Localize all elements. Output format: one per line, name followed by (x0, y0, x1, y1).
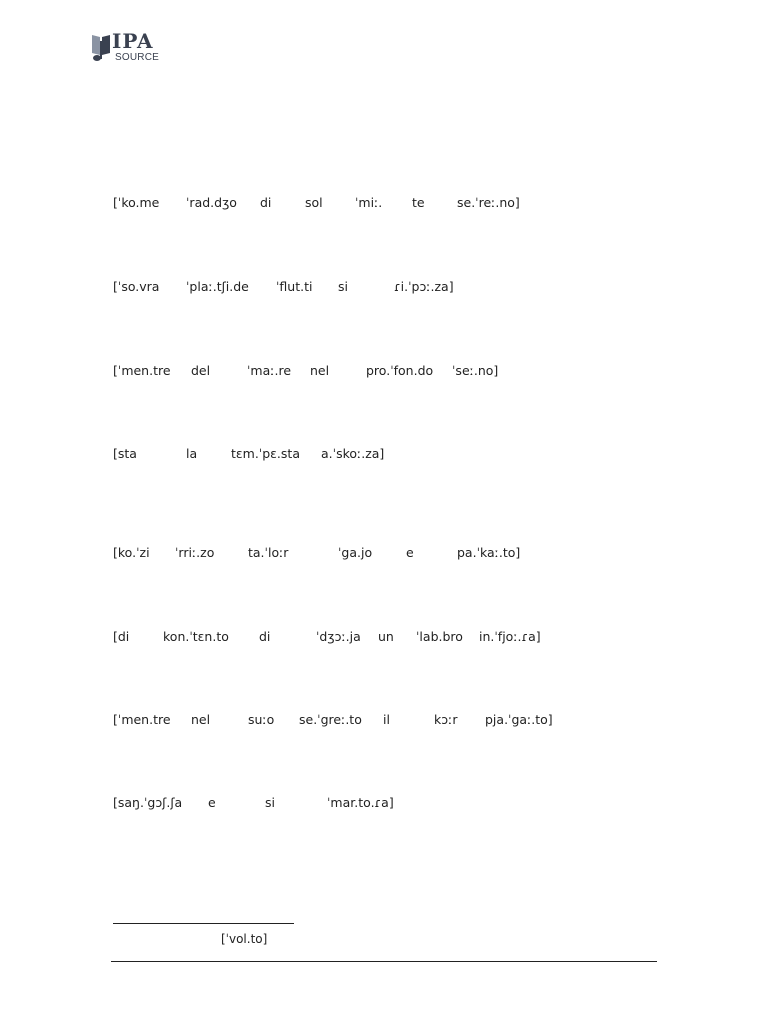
music-note-book-icon (90, 33, 112, 63)
ipa-word: [saŋ.ˈgɔʃ.ʃa (113, 795, 183, 810)
ipa-word: nel (310, 363, 330, 378)
ipa-word: si (338, 279, 348, 294)
ipa-word: di (259, 629, 271, 644)
ipa-word: ˈrriː.zo (175, 545, 215, 560)
ipa-word: ˈmiː. (355, 195, 383, 210)
ipa-word: un (378, 629, 394, 644)
ipa-word: [ˈko.me (113, 195, 160, 210)
ipa-word: [di (113, 629, 130, 644)
ipa-word: di (260, 195, 272, 210)
ipa-word: ˈflut.ti (276, 279, 313, 294)
ipa-word: pro.ˈfon.do (366, 363, 434, 378)
footnote-rule (113, 923, 294, 924)
ipa-word: tɛm.ˈpɛ.sta (231, 446, 300, 461)
logo-subtitle: SOURCE (115, 52, 159, 63)
ipa-word: se.ˈreː.no] (457, 195, 520, 210)
ipa-word: ˈmaː.re (247, 363, 292, 378)
logo-title: IPA (112, 29, 154, 53)
ipa-word: ˈrad.dʒo (186, 195, 237, 210)
ipa-word: il (383, 712, 390, 727)
ipa-word: ˈga.jo (338, 545, 373, 560)
ipa-word: ɾi.ˈpɔː.za] (394, 279, 454, 294)
ipa-word: kɔːr (434, 712, 458, 727)
ipa-word: ˈlab.bro (416, 629, 463, 644)
ipa-word: la (186, 446, 198, 461)
ipa-word: kon.ˈtɛn.to (163, 629, 229, 644)
ipa-word: se.ˈgreː.to (299, 712, 362, 727)
ipa-word: [ˈso.vra (113, 279, 160, 294)
ipa-word: del (191, 363, 211, 378)
ipa-word: e (208, 795, 216, 810)
ipa-word: te (412, 195, 425, 210)
ipa-word: ta.ˈloːr (248, 545, 289, 560)
ipa-word: [ˈmen.tre (113, 712, 171, 727)
footer-rule (111, 961, 657, 962)
ipa-word: [ko.ˈzi (113, 545, 150, 560)
ipa-word: pa.ˈkaː.to] (457, 545, 521, 560)
ipa-word: ˈplaː.tʃi.de (186, 279, 249, 294)
ipa-word: ˈmar.to.ɾa] (327, 795, 394, 810)
ipa-word: ˈdʒɔː.ja (316, 629, 361, 644)
ipa-word: e (406, 545, 414, 560)
ipa-source-logo (90, 31, 162, 65)
ipa-word: nel (191, 712, 211, 727)
ipa-word: suːo (248, 712, 275, 727)
ipa-word: in.ˈfjoː.ɾa] (479, 629, 541, 644)
ipa-word: [ˈmen.tre (113, 363, 171, 378)
ipa-word: sol (305, 195, 323, 210)
ipa-word: [sta (113, 446, 137, 461)
footnote-text: [ˈvol.to] (221, 932, 268, 946)
ipa-word: si (265, 795, 275, 810)
ipa-word: pja.ˈgaː.to] (485, 712, 553, 727)
ipa-word: ˈseː.no] (452, 363, 499, 378)
ipa-word: a.ˈskoː.za] (321, 446, 385, 461)
